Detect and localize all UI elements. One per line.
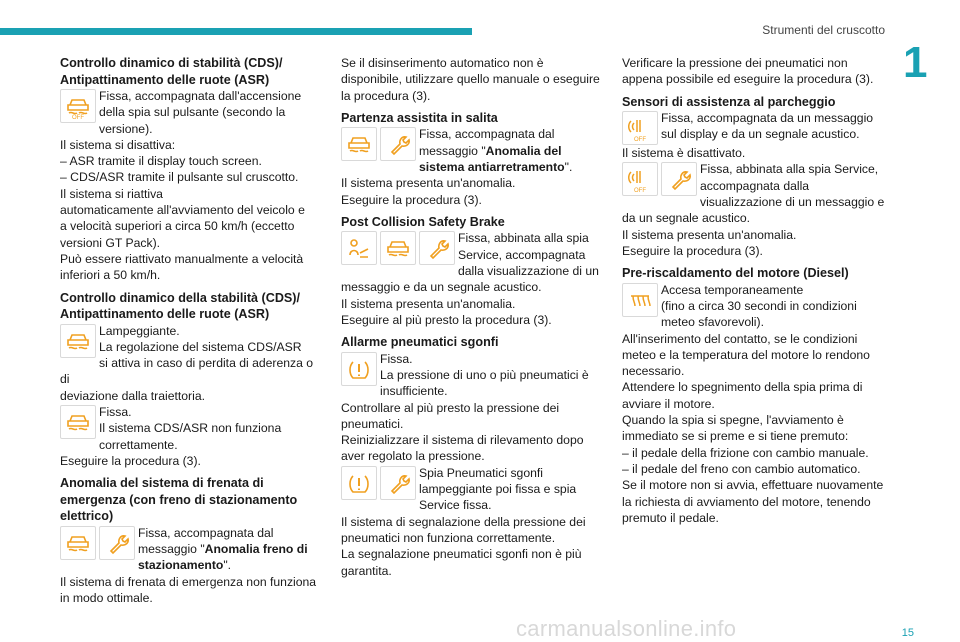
off-label: OFF [72, 115, 84, 120]
wrench-icon [380, 466, 416, 500]
icon-group [341, 231, 455, 265]
page-number: 15 [901, 627, 914, 639]
warning-block [622, 282, 887, 331]
paragraph [60, 137, 322, 284]
text-line: – il pedale della frizione con cambio manuale. [622, 445, 869, 460]
text-line: Controllare al più presto la pressione dei [341, 400, 560, 415]
heading-preheating: Pre-riscaldamento del motore (Diesel) [622, 266, 849, 281]
text-line: inferiori a 50 km/h. [60, 268, 161, 283]
parking-sensor-off-icon [622, 162, 658, 196]
text-line: meteo e la temperatura del motore lo rendono [622, 347, 870, 362]
warning-block [341, 351, 603, 400]
text-line: correttamente. [99, 437, 178, 452]
off-label: OFF [634, 137, 646, 143]
icon-group [341, 127, 416, 161]
text-line: della spia sul pulsante (secondo la [99, 105, 286, 120]
text-line: premuto il pedale. [622, 510, 719, 525]
text-line: Verificare la pressione dei pneumatici non [622, 56, 848, 70]
skid-icon [60, 405, 96, 439]
heading-cds-asr-flash: Controllo dinamico della stabilità (CDS)/ Antipattinamento delle ruote (ASR) [60, 290, 301, 322]
chapter-number: 1 [903, 38, 928, 87]
tyre-pressure-icon [341, 466, 377, 500]
text-line: Eseguire la procedura (3). [60, 453, 201, 468]
text-line: pneumatici non funziona correttamente. [341, 530, 556, 545]
text-line: Il sistema si riattiva [60, 186, 163, 201]
text-line: Lampeggiante. [99, 323, 180, 338]
text-line: Se il disinserimento automatico non è [341, 56, 544, 70]
warning-block [60, 323, 322, 404]
text-line: Il sistema presenta un'anomalia. [341, 296, 516, 311]
text-line: insufficiente. [380, 384, 448, 399]
column-3 [622, 55, 887, 526]
warning-block [341, 126, 603, 175]
warning-block [341, 230, 603, 295]
warning-block [622, 110, 887, 145]
tyre-pressure-icon [341, 352, 377, 386]
heading-parking-sensors: Sensori di assistenza al parcheggio [622, 94, 836, 109]
text-line: a velocità superiori a circa 50 km/h (eccetto [60, 219, 295, 234]
text-line: disponibile, utilizzare quello manuale o eseguire [341, 72, 600, 87]
heading-cds-asr: Controllo dinamico di stabilità (CDS)/ Antipattinamento delle ruote (ASR) [60, 56, 283, 87]
text-line: la procedura (3). [341, 88, 431, 103]
text-line: versione). [99, 121, 153, 136]
text-line: Reinizializzare il sistema di rilevamento dopo [341, 433, 584, 448]
text-run: ". [223, 558, 232, 573]
text-run: Fissa, accompagnata dal messaggio " [138, 525, 274, 557]
text-line: Se il motore non si avvia, effettuare nuovamente [622, 478, 884, 493]
text-line: Il sistema di segnalazione della pressione dei [341, 514, 586, 529]
text-line: Accesa temporaneamente [661, 282, 804, 297]
column-1 [60, 55, 322, 606]
text-line: in modo ottimale. [60, 590, 153, 605]
text-run: Fissa, abbinata alla spia Service, accompagnata dalla visualizzazione di un messaggio e da un segnale acustico. [622, 162, 885, 226]
text-line: Eseguire la procedura (3). [341, 192, 482, 207]
text-line: Fissa. [380, 351, 413, 366]
glow-plug-icon [622, 283, 658, 317]
text-line: – il pedale del freno con cambio automatico. [622, 461, 861, 476]
text-line: (fino a circa 30 secondi in condizioni [661, 298, 857, 313]
text-line: pneumatici. [341, 416, 404, 431]
text-line: appena possibile ed eseguire la procedura (3). [622, 72, 874, 87]
text-line: Quando la spia si spegne, l'avviamento è [622, 413, 844, 428]
text-line: Attendere lo spegnimento della spia prima di [622, 380, 863, 395]
warning-block [341, 465, 603, 514]
icon-group [341, 352, 377, 386]
icon-group [60, 526, 135, 560]
text-line: Il sistema presenta un'anomalia. [622, 227, 797, 242]
icon-group [60, 324, 96, 358]
warning-block [60, 404, 322, 453]
wrench-icon [419, 231, 455, 265]
text-line: versioni GT Pack). [60, 235, 161, 250]
message-text: Anomalia del sistema antiarretramento [419, 143, 565, 174]
text-line: necessario. [622, 364, 685, 379]
header-accent-bar [0, 28, 472, 35]
warning-block [60, 88, 322, 137]
column-2 [341, 55, 603, 579]
text-line: – CDS/ASR tramite il pulsante sul cruscotto. [60, 170, 299, 185]
text-run: Spia Pneumatici sgonfi lampeggiante poi fissa e spia Service fissa. [419, 465, 577, 513]
watermark: carmanualsonline.info [516, 616, 737, 641]
icon-group [341, 466, 416, 500]
heading-hill-start: Partenza assistita in salita [341, 110, 498, 125]
text-line: Il sistema è disattivato. [622, 146, 746, 161]
text-line: immediato se si preme e si tiene premuto: [622, 429, 849, 444]
text-line: Può essere riattivato manualmente a velocità [60, 251, 304, 266]
text-line: la richiesta di avviamento del motore, tenendo [622, 494, 871, 509]
message-text: Anomalia freno di stazionamento [138, 542, 308, 573]
warning-block [60, 525, 322, 574]
text-line: Eseguire al più presto la procedura (3). [341, 312, 552, 327]
icon-group [622, 162, 697, 196]
text-line: Il sistema presenta un'anomalia. [341, 176, 516, 191]
icon-group [60, 89, 96, 123]
text-line: La pressione di uno o più pneumatici è [380, 367, 589, 382]
icon-group [622, 111, 658, 145]
text-line: Il sistema di frenata di emergenza non funziona [60, 574, 317, 589]
skid-icon [60, 324, 96, 358]
text-line: Fissa. [99, 405, 132, 420]
text-line: Il sistema si disattiva: [60, 137, 176, 152]
text-line: sul display e da un segnale acustico. [661, 127, 860, 142]
text-line: – ASR tramite il display touch screen. [60, 154, 262, 169]
wrench-icon [661, 162, 697, 196]
text-line: Fissa, accompagnata da un messaggio [661, 111, 874, 126]
icon-group [622, 283, 658, 317]
text-line: Eseguire la procedura (3). [622, 243, 763, 258]
text-run: Fissa, accompagnata dal messaggio " [419, 127, 555, 158]
heading-post-collision: Post Collision Safety Brake [341, 214, 505, 229]
text-line: Fissa, accompagnata dall'accensione [99, 89, 302, 103]
text-line: automaticamente all'avviamento del veicolo e [60, 203, 305, 218]
icon-group [60, 405, 96, 439]
text-line: avviare il motore. [622, 396, 715, 411]
skid-icon [380, 231, 416, 265]
text-run: Fissa, abbinata alla spia Service, accompagnata dalla visualizzazione di un messaggio e da un segnale acustico. [341, 231, 599, 295]
off-label: OFF [634, 188, 646, 194]
text-line: deviazione dalla traiettoria. [60, 388, 205, 403]
text-line: si attiva in caso di perdita di aderenza o di [60, 356, 314, 387]
text-line: Il sistema CDS/ASR non funziona [99, 421, 282, 436]
text-line: All'inserimento del contatto, se le condizioni [622, 331, 858, 346]
wrench-icon [99, 526, 135, 560]
text-line: meteo sfavorevoli). [661, 315, 764, 330]
section-title: Strumenti del cruscotto [762, 23, 885, 37]
text-run: ". [564, 159, 573, 174]
heading-emergency-brake: Anomalia del sistema di frenata di emergenza (con freno di stazionamento elettrico) [60, 476, 298, 524]
skid-off-icon [60, 89, 96, 123]
text-line: garantita. [341, 563, 392, 578]
heading-tyre-pressure: Allarme pneumatici sgonfi [341, 335, 499, 350]
text-line: aver regolato la pressione. [341, 449, 485, 464]
wrench-icon [380, 127, 416, 161]
skid-icon [341, 127, 377, 161]
parking-sensor-off-icon [622, 111, 658, 145]
text-line: La regolazione del sistema CDS/ASR [99, 339, 302, 354]
person-icon [341, 231, 377, 265]
warning-block [622, 161, 887, 226]
skid-icon [60, 526, 96, 560]
text-line: La segnalazione pneumatici sgonfi non è più [341, 547, 582, 562]
